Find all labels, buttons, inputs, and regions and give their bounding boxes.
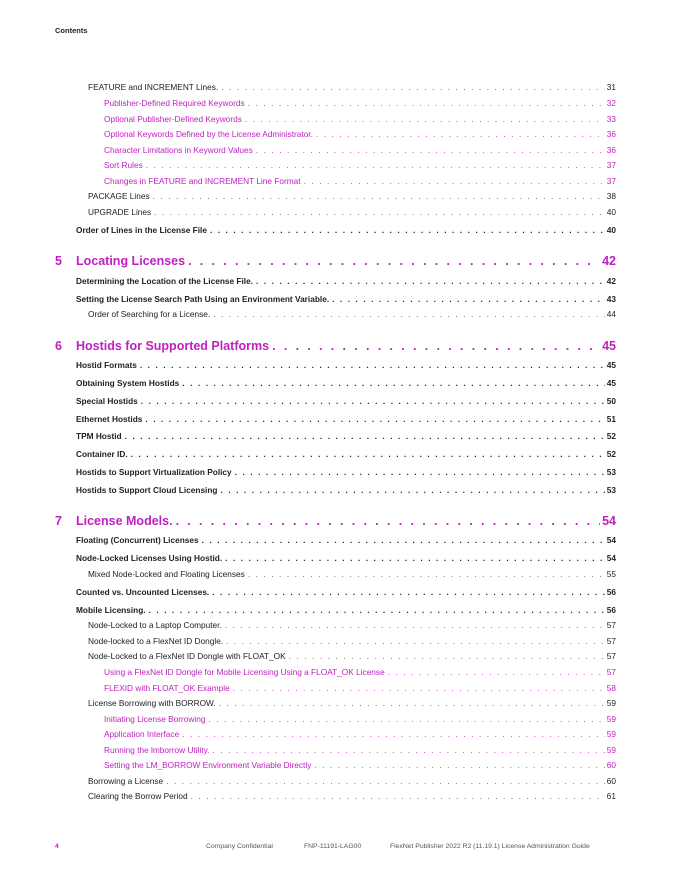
toc-entry-title: Borrowing a License	[88, 776, 164, 786]
chapter-number: 5	[55, 254, 62, 268]
toc-entry-title: TPM Hostid	[76, 431, 122, 441]
toc-leader	[226, 636, 605, 646]
toc-entry-page: 60	[606, 760, 616, 770]
toc-leader	[213, 309, 605, 319]
toc-leader	[248, 569, 605, 579]
toc-entry-page: 59	[606, 698, 616, 708]
toc-entry-page: 32	[606, 98, 616, 108]
toc-leader	[176, 514, 601, 528]
toc-entry-link[interactable]	[104, 176, 616, 186]
toc-entry-page: 57	[606, 636, 616, 646]
toc-leader	[149, 605, 605, 615]
toc-chapter[interactable]	[76, 339, 616, 353]
toc-entry-title: Node-locked to a FlexNet ID Dongle.	[88, 636, 224, 646]
toc-section[interactable]	[76, 360, 616, 370]
toc-entry-title: Character Limitations in Keyword Values	[104, 145, 253, 155]
toc-leader	[182, 378, 605, 388]
toc-leader	[140, 360, 605, 370]
toc-entry-title: Counted vs. Uncounted Licenses.	[76, 587, 210, 597]
toc-entry-link[interactable]	[104, 160, 616, 170]
toc-entry-page: 58	[606, 683, 616, 693]
toc-section[interactable]	[76, 467, 616, 477]
toc-leader	[166, 776, 605, 786]
toc-entry-page: 57	[606, 620, 616, 630]
toc-entry-title: Optional Publisher-Defined Keywords	[104, 114, 242, 124]
toc-leader	[245, 114, 605, 124]
toc-entry[interactable]	[88, 698, 616, 708]
toc-section[interactable]	[76, 605, 616, 615]
toc-entry-page: 31	[606, 82, 616, 92]
toc-entry-page: 59	[606, 745, 616, 755]
toc-entry-page: 59	[606, 729, 616, 739]
footer-page-number: 4	[55, 843, 59, 850]
toc-entry-page: 60	[606, 776, 616, 786]
toc-entry-link[interactable]	[104, 714, 616, 724]
toc-entry[interactable]	[88, 636, 616, 646]
toc-entry-title: Mixed Node-Locked and Floating Licenses	[88, 569, 245, 579]
toc-entry[interactable]	[88, 191, 616, 201]
toc-entry-page: 40	[606, 207, 616, 217]
toc-entry-title: Mobile Licensing.	[76, 605, 146, 615]
toc-leader	[202, 535, 605, 545]
toc-entry-title: Node-Locked to a FlexNet ID Dongle with FLOAT_OK	[88, 651, 286, 661]
toc-entry-page: 53	[606, 485, 616, 495]
toc-entry-link[interactable]	[104, 760, 616, 770]
toc-entry-page: 53	[606, 467, 616, 477]
toc-entry-title: Clearing the Borrow Period	[88, 791, 188, 801]
chapter-page: 42	[602, 254, 616, 268]
toc-entry-page: 45	[606, 378, 616, 388]
toc-entry-title: Ethernet Hostids	[76, 414, 143, 424]
toc-entry[interactable]	[88, 82, 616, 92]
toc-section[interactable]	[76, 276, 616, 286]
toc-entry-title: Special Hostids	[76, 396, 138, 406]
toc-entry-title: Hostids to Support Virtualization Policy	[76, 467, 232, 477]
toc-leader	[221, 82, 605, 92]
toc-entry-title: Node-Locked to a Laptop Computer.	[88, 620, 222, 630]
toc-section[interactable]	[76, 414, 616, 424]
toc-entry[interactable]	[88, 776, 616, 786]
toc-leader	[131, 449, 605, 459]
toc-entry-page: 57	[606, 667, 616, 677]
toc-entry-title: Running the lmborrow Utility.	[104, 745, 210, 755]
toc-entry-page: 56	[606, 605, 616, 615]
running-header: Contents	[55, 26, 88, 35]
toc-entry-page: 52	[606, 431, 616, 441]
toc-entry-title: Setting the License Search Path Using an Environment Variable.	[76, 294, 330, 304]
toc-entry-title: Node-Locked Licenses Using Hostid.	[76, 553, 223, 563]
toc-entry-page: 50	[606, 396, 616, 406]
toc-entry-page: 54	[606, 535, 616, 545]
chapter-title: Locating Licenses	[76, 254, 186, 268]
chapter-number: 6	[55, 339, 62, 353]
toc-entry[interactable]	[88, 651, 616, 661]
toc-entry-title: Order of Searching for a License.	[88, 309, 211, 319]
footer-confidential: Company Confidential	[206, 843, 273, 850]
toc-section[interactable]	[76, 535, 616, 545]
toc-entry-title: PACKAGE Lines	[88, 191, 150, 201]
chapter-number: 7	[55, 514, 62, 528]
toc-entry-link[interactable]	[104, 667, 616, 677]
toc-entry-title: Floating (Concurrent) Licenses	[76, 535, 199, 545]
toc-leader	[219, 698, 605, 708]
toc-entry-title: Determining the Location of the License File.	[76, 276, 254, 286]
toc-entry-page: 44	[606, 309, 616, 319]
toc-entry-title: Hostid Formats	[76, 360, 137, 370]
toc-leader	[289, 651, 605, 661]
toc-leader	[212, 745, 604, 755]
toc-entry-link[interactable]	[104, 145, 616, 155]
toc-entry-title: Setting the LM_BORROW Environment Variable Directly	[104, 760, 312, 770]
toc-leader	[212, 587, 605, 597]
toc-entry[interactable]	[88, 569, 616, 579]
toc-entry-link[interactable]	[104, 729, 616, 739]
toc-entry-link[interactable]	[104, 98, 616, 108]
toc-leader	[388, 667, 605, 677]
toc-entry-page: 36	[606, 129, 616, 139]
toc-leader	[141, 396, 605, 406]
toc-section[interactable]	[76, 294, 616, 304]
toc-entry-link[interactable]	[104, 114, 616, 124]
toc-entry-link[interactable]	[104, 745, 616, 755]
toc-leader	[256, 276, 605, 286]
toc-entry-page: 61	[606, 791, 616, 801]
toc-entry-title: Publisher-Defined Required Keywords	[104, 98, 245, 108]
toc-entry-page: 54	[606, 553, 616, 563]
footer-doc-title: FlexNet Publisher 2022 R2 (11.19.1) License Administration Guide	[390, 843, 590, 850]
toc-entry-title: Application Interface	[104, 729, 180, 739]
toc-leader	[316, 129, 605, 139]
toc-leader	[248, 98, 605, 108]
toc-leader	[304, 176, 605, 186]
toc-leader	[314, 760, 604, 770]
toc-entry[interactable]	[88, 207, 616, 217]
toc-leader	[256, 145, 605, 155]
toc-leader	[210, 225, 605, 235]
toc-entry[interactable]	[88, 309, 616, 319]
chapter-page: 54	[602, 514, 616, 528]
toc-leader	[208, 714, 604, 724]
toc-leader	[233, 683, 605, 693]
toc-section[interactable]	[76, 553, 616, 563]
toc-entry-page: 36	[606, 145, 616, 155]
toc-entry-title: UPGRADE Lines	[88, 207, 152, 217]
toc-entry-page: 37	[606, 176, 616, 186]
toc-entry-page: 55	[606, 569, 616, 579]
toc-section[interactable]	[76, 449, 616, 459]
toc-entry-page: 51	[606, 414, 616, 424]
toc-entry-title: FLEXID with FLOAT_OK Example	[104, 683, 230, 693]
toc-entry-page: 59	[606, 714, 616, 724]
toc-leader	[154, 207, 605, 217]
toc-entry-title: FEATURE and INCREMENT Lines.	[88, 82, 219, 92]
toc-section[interactable]	[76, 396, 616, 406]
toc-entry[interactable]	[88, 791, 616, 801]
toc-section[interactable]	[76, 431, 616, 441]
toc-entry-title: License Borrowing with BORROW.	[88, 698, 216, 708]
toc-leader	[235, 467, 605, 477]
chapter-title: Hostids for Supported Platforms	[76, 339, 270, 353]
toc-leader	[272, 339, 600, 353]
chapter-page: 45	[602, 339, 616, 353]
footer-doc-id: FNP-11191-LAG00	[304, 843, 362, 850]
toc-leader	[182, 729, 605, 739]
toc-entry-page: 42	[606, 276, 616, 286]
toc-leader	[153, 191, 605, 201]
chapter-title: License Models.	[76, 514, 173, 528]
toc-entry-page: 38	[606, 191, 616, 201]
toc-leader	[146, 160, 605, 170]
toc-entry-page: 43	[606, 294, 616, 304]
toc-entry-title: Obtaining System Hostids	[76, 378, 180, 388]
toc-entry-title: Hostids to Support Cloud Licensing	[76, 485, 218, 495]
toc-leader	[188, 254, 600, 268]
toc-entry-title: Changes in FEATURE and INCREMENT Line Format	[104, 176, 301, 186]
toc-entry-page: 40	[606, 225, 616, 235]
toc-entry-page: 56	[606, 587, 616, 597]
toc-entry-title: Initiating License Borrowing	[104, 714, 206, 724]
toc-entry-link[interactable]	[104, 129, 616, 139]
toc-entry-title: Using a FlexNet ID Dongle for Mobile Licensing Using a FLOAT_OK License	[104, 667, 385, 677]
toc-section[interactable]	[76, 587, 616, 597]
toc-section[interactable]	[76, 225, 616, 235]
toc-chapter[interactable]	[76, 514, 616, 528]
toc-section[interactable]	[76, 485, 616, 495]
toc-entry[interactable]	[88, 620, 616, 630]
toc-entry-page: 45	[606, 360, 616, 370]
toc-leader	[191, 791, 605, 801]
toc-entry-page: 33	[606, 114, 616, 124]
toc-entry-title: Optional Keywords Defined by the License Administrator.	[104, 129, 313, 139]
toc-entry-title: Container ID.	[76, 449, 128, 459]
toc-entry-title: Sort Rules	[104, 160, 143, 170]
toc-leader	[145, 414, 604, 424]
toc-leader	[225, 620, 605, 630]
toc-leader	[332, 294, 605, 304]
toc-leader	[125, 431, 605, 441]
toc-entry-page: 52	[606, 449, 616, 459]
toc-entry-page: 57	[606, 651, 616, 661]
toc-leader	[225, 553, 605, 563]
toc-section[interactable]	[76, 378, 616, 388]
toc-chapter[interactable]	[76, 254, 616, 268]
toc-entry-link[interactable]	[104, 683, 616, 693]
toc-leader	[221, 485, 605, 495]
toc-entry-title: Order of Lines in the License File	[76, 225, 207, 235]
toc-entry-page: 37	[606, 160, 616, 170]
